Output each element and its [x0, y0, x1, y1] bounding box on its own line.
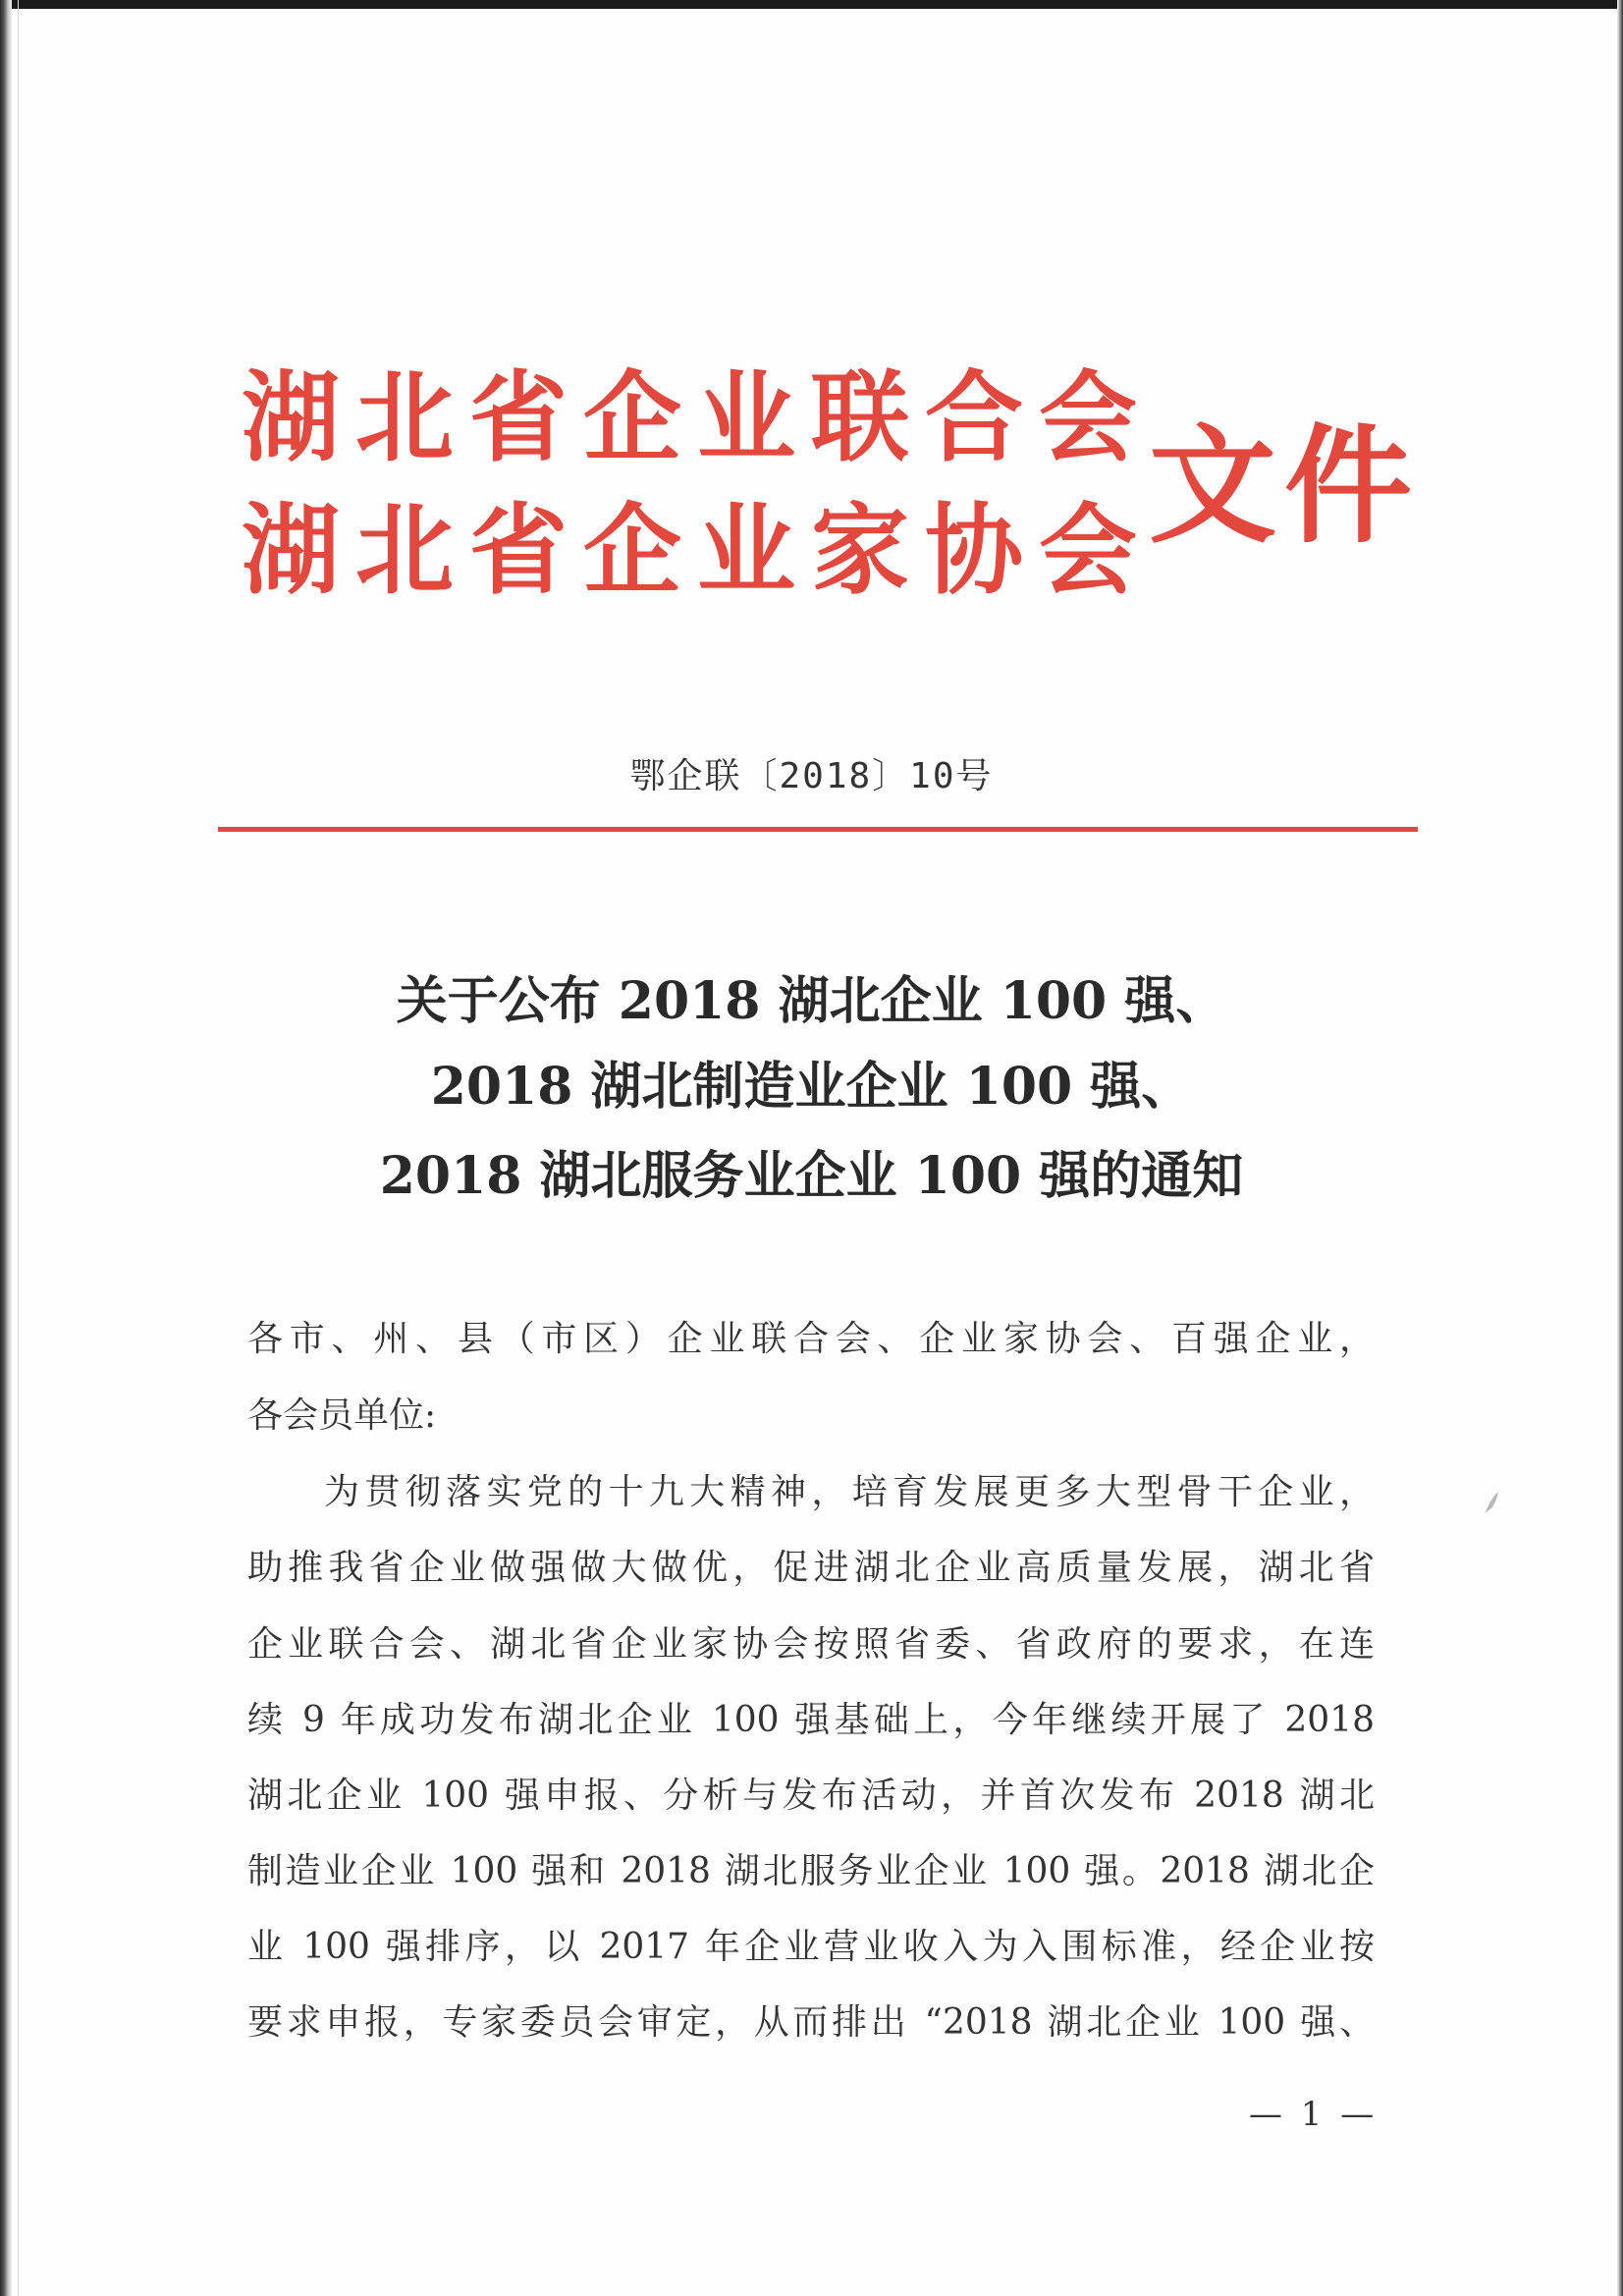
body-text-line: 企业联合会、湖北省企业家协会按照省委、省政府的要求，在连: [247, 1624, 1375, 1665]
title-line-3: 2018 湖北服务业企业 100 强的通知: [379, 1146, 1244, 1206]
body-text-line: 湖北企业 100 强申报、分析与发布活动，并首次发布 2018 湖北: [247, 1776, 1375, 1816]
scan-speck: [1481, 1488, 1502, 1517]
scan-edge-top: [0, 0, 1623, 9]
body-text-line: 要求申报，专家委员会审定，从而排出 “2018 湖北企业 100 强、: [247, 2002, 1375, 2043]
document-number: 鄂企联〔2018〕10号: [629, 756, 994, 796]
red-separator-line: [218, 827, 1418, 832]
body-text-line: 业 100 强排序，以 2017 年企业营业收入为入围标准，经企业按: [247, 1927, 1375, 1967]
title-line-1: 关于公布 2018 湖北企业 100 强、: [396, 971, 1227, 1031]
body-text-line: 续 9 年成功发布湖北企业 100 强基础上，今年继续开展了 2018: [247, 1700, 1375, 1740]
issuer-name-2: 湖北省企业家协会: [242, 492, 1153, 608]
addressee-line-1: 各市、州、县（市区）企业联合会、企业家协会、百强企业，: [247, 1319, 1375, 1359]
body-text-line: 为贯彻落实党的十九大精神，培育发展更多大型骨干企业，: [324, 1472, 1375, 1512]
title-line-2: 2018 湖北制造业企业 100 强、: [430, 1057, 1193, 1117]
document-type-label: 文件: [1149, 410, 1421, 561]
body-text-line: 助推我省企业做强做大做优，促进湖北企业高质量发展，湖北省: [247, 1548, 1375, 1588]
issuer-name-1: 湖北省企业联合会: [242, 359, 1153, 475]
body-text-line: 制造业企业 100 强和 2018 湖北服务业企业 100 强。2018 湖北企: [247, 1851, 1375, 1891]
addressee-line-2: 各会员单位:: [247, 1395, 437, 1436]
page-number: — 1 —: [1249, 2095, 1379, 2134]
